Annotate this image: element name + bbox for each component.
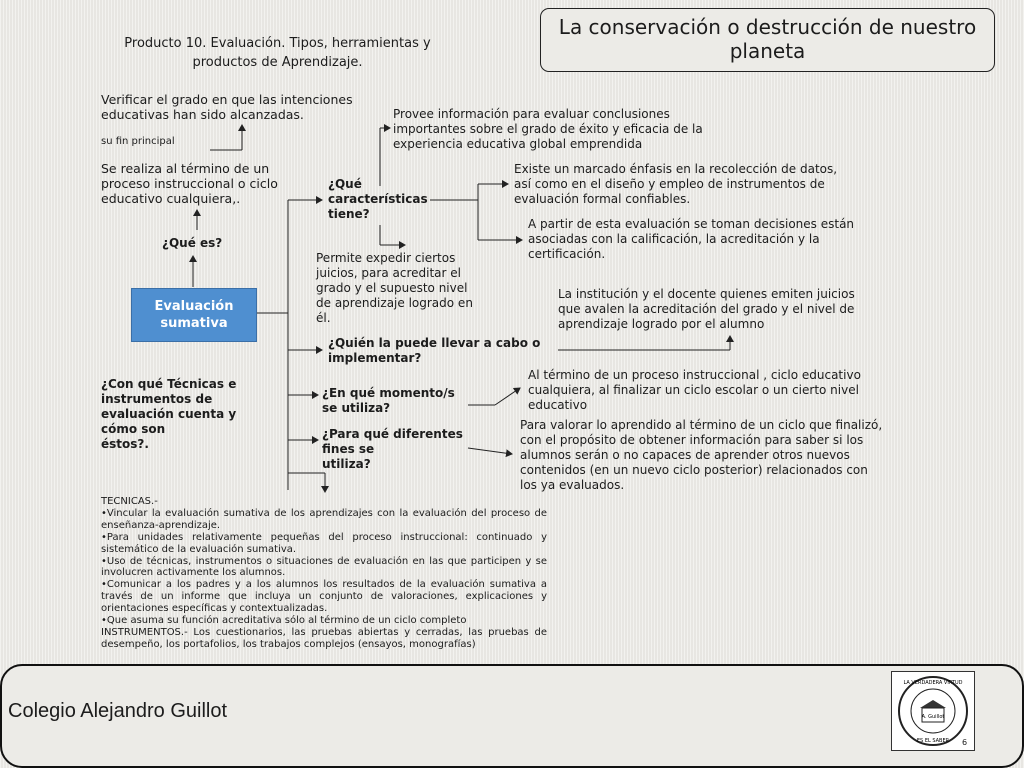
node-permite: Permite expedir ciertos juicios, para acreditar el grado y el supuesto nivel de aprendizaje logrado en él. bbox=[316, 251, 473, 325]
question-tecnicas: ¿Con qué Técnicas e instrumentos de evaluación cuenta y cómo son éstos?. bbox=[101, 377, 237, 451]
node-decisiones: A partir de esta evaluación se toman decisiones están asociadas con la calificación, la acreditación y la certificación. bbox=[528, 217, 855, 261]
logo-top-text: LA VERDADERA VIRTUD bbox=[903, 680, 963, 686]
technique-item: •Comunicar a los padres y a los alumnos los resultados de la evaluación sumativa a través de un informe que incluya un conjunto de valoraciones, explicaciones y orientaciones específicas y contextualizadas. bbox=[101, 579, 547, 615]
logo-center-text: A. Guillot bbox=[921, 714, 945, 720]
arrow-to-fines-answer bbox=[468, 448, 512, 454]
node-verificar: Verificar el grado en que las intenciones educativas han sido alcanzadas. bbox=[101, 92, 353, 122]
node-fines-answer: Para valorar lo aprendido al término de un ciclo que finalizó, con el propósito de obtener información para saber si los alumnos serán o no capaces de aprender otros nuevos contenidos (en un nuevo ciclo posterior) relacionados con los ya evaluados. bbox=[520, 418, 883, 492]
slide-title: La conservación o destrucción de nuestro planeta bbox=[558, 15, 977, 63]
school-name: Colegio Alejandro Guillot bbox=[8, 700, 228, 722]
technique-item: •Que asuma su función acreditativa sólo al término de un ciclo completo bbox=[101, 615, 467, 627]
techniques-heading: TECNICAS.- bbox=[101, 496, 158, 507]
logo-bottom-text: ES EL SABER bbox=[916, 738, 950, 744]
question-quien: ¿Quién la puede llevar a cabo o implementar? bbox=[328, 336, 541, 365]
technique-item: •Para unidades relativamente pequeñas del proceso instruccional: continuado y sistemático de la evaluación sumativa. bbox=[101, 531, 547, 555]
node-institucion: La institución y el docente quienes emiten juicios que avalen la acreditación del grado y el nivel de aprendizaje logrado por el alumno bbox=[558, 287, 855, 331]
label-fin-principal: su fin principal bbox=[101, 136, 175, 147]
instruments-text: INSTRUMENTOS.- Los cuestionarios, las pruebas abiertas y cerradas, las pruebas de desempeño, los portafolios, los trabajos complejos (ensayos, monografías) bbox=[101, 626, 547, 650]
technique-item: •Uso de técnicas, instrumentos o situaciones de evaluación en las que participen y se involucren activamente los alumnos. bbox=[101, 555, 547, 579]
arrow-to-momento-answer bbox=[495, 388, 520, 405]
central-concept-label: Evaluación sumativa bbox=[154, 299, 234, 331]
question-momento: ¿En qué momento/s se utiliza? bbox=[322, 386, 455, 415]
technique-item: •Vincular la evaluación sumativa de los aprendizajes con la evaluación del proceso de enseñanza-aprendizaje. bbox=[101, 507, 547, 531]
slide-number: 6 bbox=[962, 738, 968, 747]
question-caracteristicas: ¿Qué características tiene? bbox=[328, 177, 428, 221]
node-enfasis: Existe un marcado énfasis en la recolección de datos, así como en el diseño y empleo de instrumentos de evaluación formal confiables. bbox=[514, 162, 838, 206]
node-momento-answer: Al término de un proceso instruccional , ciclo educativo cualquiera, al finalizar un ciclo escolar o un cierto nivel educativo bbox=[528, 368, 861, 412]
question-que-es: ¿Qué es? bbox=[162, 236, 223, 250]
node-se-realiza: Se realiza al término de un proceso instruccional o ciclo educativo cualquiera,. bbox=[101, 161, 278, 206]
question-fines: ¿Para qué diferentes fines se utiliza? bbox=[322, 427, 463, 471]
node-provee: Provee información para evaluar conclusiones importantes sobre el grado de éxito y eficacia de la experiencia educativa global emprendida bbox=[393, 107, 703, 151]
techniques-block bbox=[101, 496, 547, 651]
product-title: Producto 10. Evaluación. Tipos, herramientas y productos de Aprendizaje. bbox=[124, 36, 431, 70]
central-concept-box bbox=[131, 288, 257, 342]
